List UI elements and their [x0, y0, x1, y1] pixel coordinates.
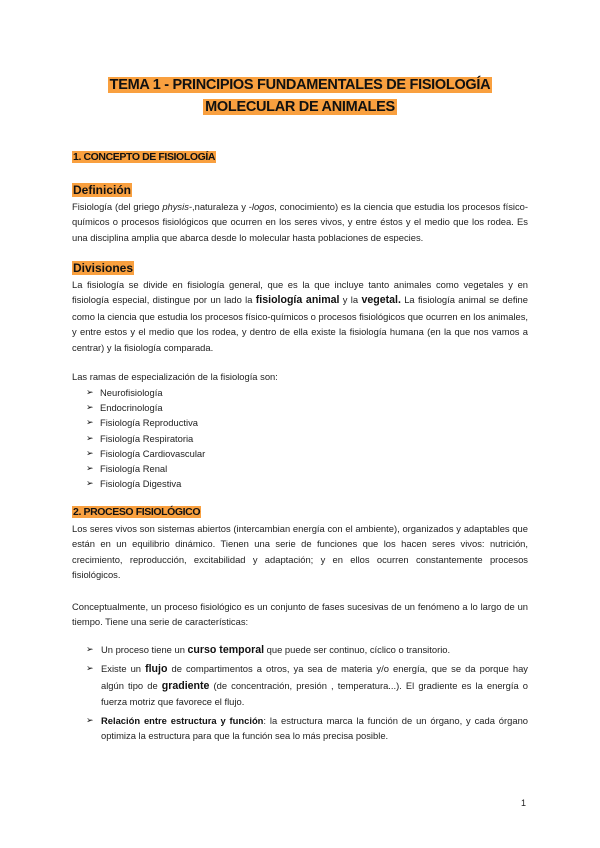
title-text-1: TEMA 1 - PRINCIPIOS FUNDAMENTALES DE FISIOLOGÍA: [109, 77, 491, 93]
list-item: ➢ Fisiología Cardiovascular: [86, 446, 205, 461]
section-2-heading: 2. PROCESO FISIOLÓGICO: [73, 506, 201, 518]
list-item: ➢ Fisiología Respiratoria: [86, 431, 205, 446]
divisiones-paragraph: La fisiología se divide en fisiología general, que es la que incluye tanto animales como vegetales y en fisiología especial, distingue por un lado la fisiología animal y la vegetal. La fisiología animal se define como la ciencia que estudia los procesos físico-químicos o procesos fisiológicos que ocurren en los animales, y entre estos y el medio que los rodea, y dentro de ella existe la fisiología humana (en la que nos vamos a centrar) y la fisiología comparada.: [72, 279, 528, 353]
list-item: ➢ Fisiología Digestiva: [86, 476, 205, 491]
divisiones-heading: Divisiones: [73, 261, 134, 275]
section-2-paragraph-1: Los seres vivos son sistemas abiertos (intercambian energía con el ambiente), organizados y adaptables que están en un equilibrio dinámico. Tienen una serie de funciones que los hacen seres vivos: nutrición, crecimiento, reproducción, excitabilidad y adaptación; y en ellos ocurren constantemente procesos fisiológicos.: [72, 523, 528, 581]
list-item: ➢ Neurofisiología: [86, 385, 205, 400]
list-item: ➢ Endocrinología: [86, 400, 205, 415]
list-item: ➢ Relación entre estructura y función: la estructura marca la función de un órgano, y cada órgano optimiza la estructura para que la función sea lo más precisa posible.: [86, 713, 528, 744]
ramas-list: [86, 385, 205, 491]
list-item: ➢ Un proceso tiene un curso temporal que puede ser continuo, cíclico o transitorio.: [86, 642, 528, 658]
page-number: 1: [521, 798, 527, 808]
characteristics-list: [86, 642, 528, 746]
section-1-heading: 1. CONCEPTO DE FISIOLOGÍA: [73, 151, 216, 163]
definicion-paragraph: Fisiología (del griego physis-,naturaleza y -logos, conocimiento) es la ciencia que estudia los procesos físico-químicos o procesos fisiológicos que ocurren en los seres vivos, y entre éstos y el medio que los rodea. Es una disciplina amplia que abarca desde lo molecular hasta poblaciones de especies.: [72, 201, 528, 243]
list-item: ➢ Fisiología Renal: [86, 461, 205, 476]
ramas-intro: Las ramas de especialización de la fisiología son:: [72, 371, 278, 382]
section-2-paragraph-2: Conceptualmente, un proceso fisiológico es un conjunto de fases sucesivas de un fenómeno a lo largo de un tiempo. Tiene una serie de características:: [72, 601, 528, 628]
list-item: ➢ Fisiología Reproductiva: [86, 415, 205, 430]
definicion-heading: Definición: [73, 183, 132, 197]
document-title-line-1: [0, 76, 600, 94]
document-title-line-2: [0, 98, 600, 116]
list-item: ➢ Existe un flujo de compartimentos a otros, ya sea de materia y/o energía, que se da porque hay algún tipo de gradiente (de concentración, presión , temperatura...). El gradiente es la energía o fuerza motriz que favorece el flujo.: [86, 661, 528, 709]
title-text-2: MOLECULAR DE ANIMALES: [205, 99, 395, 115]
